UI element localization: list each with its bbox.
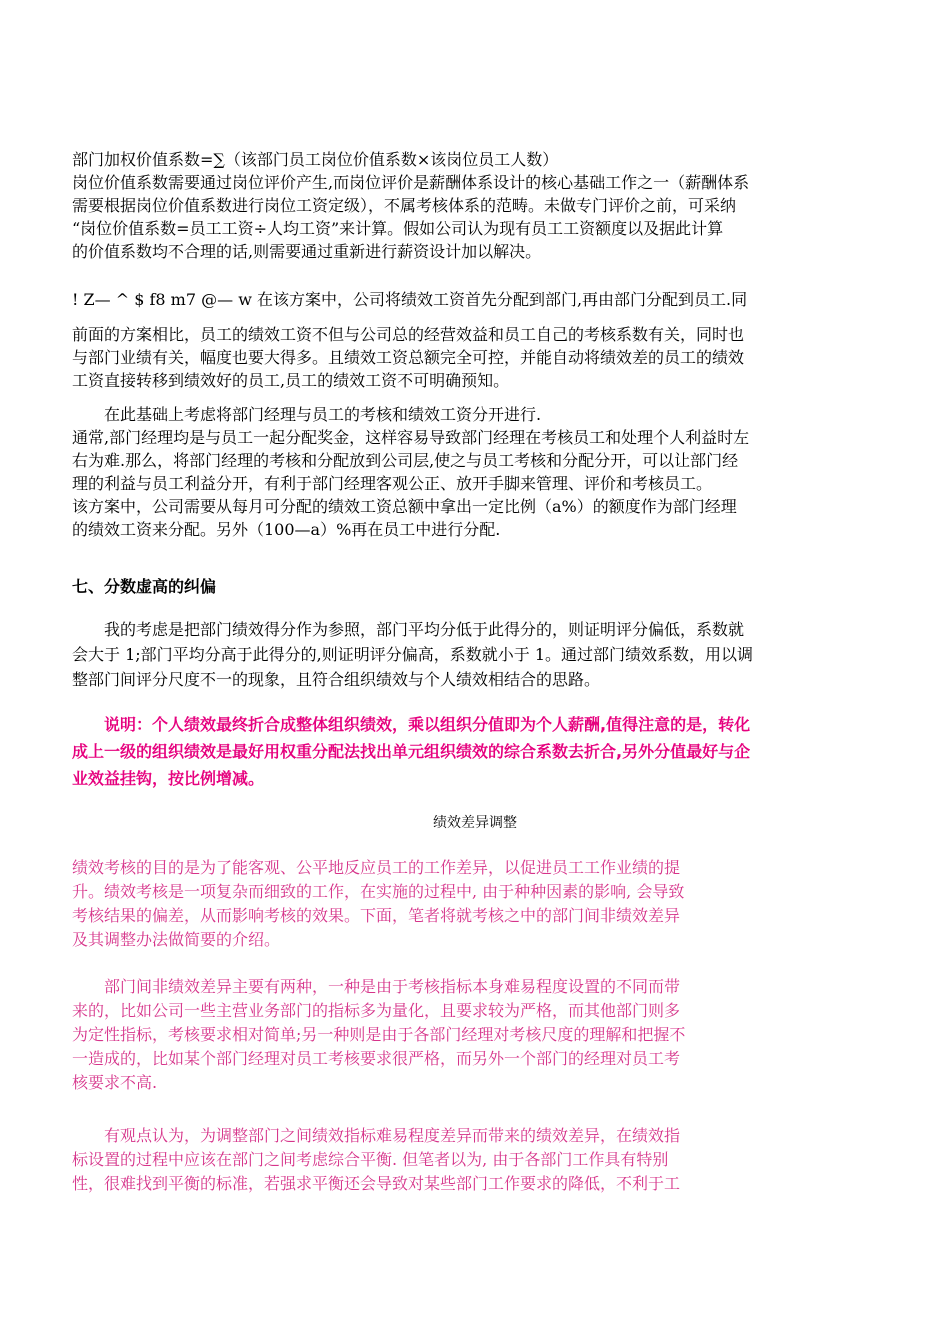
paragraph-scheme [72, 288, 747, 392]
text-line: 来的，比如公司一些主营业务部门的指标多为量化，且要求较为严格，而其他部门则多 [72, 1001, 681, 1020]
section-heading-7: 七、分数虚高的纠偏 [72, 577, 217, 596]
text-line: 升。绩效考核是一项复杂而细致的工作，在实施的过程中, 由于种种因素的影响, 会导致 [72, 882, 685, 901]
paragraph-value-coefficient [72, 148, 749, 263]
text-line: 与部门业绩有关，幅度也要大得多。且绩效工资总额完全可控，并能自动将绩效差的员工的绩效 [72, 348, 745, 367]
text-line: 右为难.那么，将部门经理的考核和分配放到公司层,使之与员工考核和分配分开，可以让部门经 [72, 451, 739, 470]
text-line: ! Z— ^ $ f8 m7 @— w 在该方案中，公司将绩效工资首先分配到部门,再由部门分配到员工.同 [72, 290, 748, 309]
text-line: 有观点认为，为调整部门之间绩效指标难易程度差异而带来的绩效差异，在绩效指 [104, 1126, 681, 1145]
text-line: 为定性指标，考核要求相对简单;另一种则是由于各部门经理对考核尺度的理解和把握不 [72, 1025, 686, 1044]
text-line: 部门加权价值系数=∑（该部门员工岗位价值系数×该岗位员工人数） [72, 150, 559, 169]
text-line: 该方案中，公司需要从每月可分配的绩效工资总额中拿出一定比例（a%）的额度作为部门经理 [72, 497, 737, 516]
text-line: 成上一级的组织绩效是最好用权重分配法找出单元组织绩效的综合系数去折合,另外分值最好与企 [72, 742, 751, 761]
text-line: 整部门间评分尺度不一的现象，且符合组织绩效与个人绩效相结合的思路。 [72, 670, 601, 689]
text-line: 工资直接转移到绩效好的员工,员工的绩效工资不可明确预知。 [72, 371, 510, 390]
text-line: 说明：个人绩效最终折合成整体组织绩效，乘以组织分值即为个人薪酬,值得注意的是，转化 [104, 715, 751, 734]
note-paragraph [72, 711, 750, 792]
text-line: 理的利益与员工利益分开，有利于部门经理客观公正、放开手脚来管理、评价和考核员工。 [72, 474, 713, 493]
paragraph-correction [72, 617, 753, 692]
text-line: 标设置的过程中应该在部门之间考虑综合平衡. 但笔者以为, 由于各部门工作具有特别 [72, 1150, 669, 1169]
text-line: 一造成的，比如某个部门经理对员工考核要求很严格，而另外一个部门的经理对员工考 [72, 1049, 681, 1068]
section-title: 绩效差异调整 [433, 815, 517, 831]
text-line: 性，很难找到平衡的标准，若强求平衡还会导致对某些部门工作要求的降低，不利于工 [72, 1174, 681, 1193]
text-line: 会大于 1;部门平均分高于此得分的,则证明评分偏高，系数就小于 1。通过部门绩效系数，用以调 [72, 645, 754, 664]
text-line: 考核结果的偏差，从而影响考核的效果。下面，笔者将就考核之中的部门间非绩效差异 [72, 906, 681, 925]
text-line: 的绩效工资来分配。另外（100—a）%再在员工中进行分配. [72, 520, 501, 539]
text-line: 在此基础上考虑将部门经理与员工的考核和绩效工资分开进行. [104, 405, 542, 424]
text-line: 前面的方案相比，员工的绩效工资不但与公司总的经营效益和员工自己的考核系数有关，同时也 [72, 325, 745, 344]
text-line: 绩效考核的目的是为了能客观、公平地反应员工的工作差异，以促进员工工作业绩的提 [72, 858, 681, 877]
text-line: “岗位价值系数=员工工资÷人均工资”来计算。假如公司认为现有员工工资额度以及据此计算 [72, 219, 724, 238]
paragraph-manager [72, 403, 749, 541]
text-line: 通常,部门经理均是与员工一起分配奖金，这样容易导致部门经理在考核员工和处理个人利益时左 [72, 428, 750, 447]
paragraph-pink-view [72, 1124, 680, 1196]
text-line: 及其调整办法做简要的介绍。 [72, 930, 281, 949]
text-line: 我的考虑是把部门绩效得分作为参照，部门平均分低于此得分的，则证明评分偏低，系数就 [104, 620, 745, 639]
text-line: 的价值系数均不合理的话,则需要通过重新进行薪资设计加以解决。 [72, 242, 542, 261]
text-line: 核要求不高. [72, 1073, 158, 1092]
paragraph-pink-intro [72, 856, 684, 952]
text-line: 部门间非绩效差异主要有两种，一种是由于考核指标本身难易程度设置的不同而带 [104, 977, 681, 996]
text-line: 岗位价值系数需要通过岗位评价产生,而岗位评价是薪酬体系设计的核心基础工作之一（薪酬体系 [72, 173, 750, 192]
text-line: 需要根据岗位价值系数进行岗位工资定级），不属考核体系的范畴。未做专门评价之前，可采纳 [72, 196, 737, 215]
text-line: 业效益挂钩，按比例增减。 [72, 769, 265, 788]
paragraph-pink-types [72, 975, 685, 1095]
